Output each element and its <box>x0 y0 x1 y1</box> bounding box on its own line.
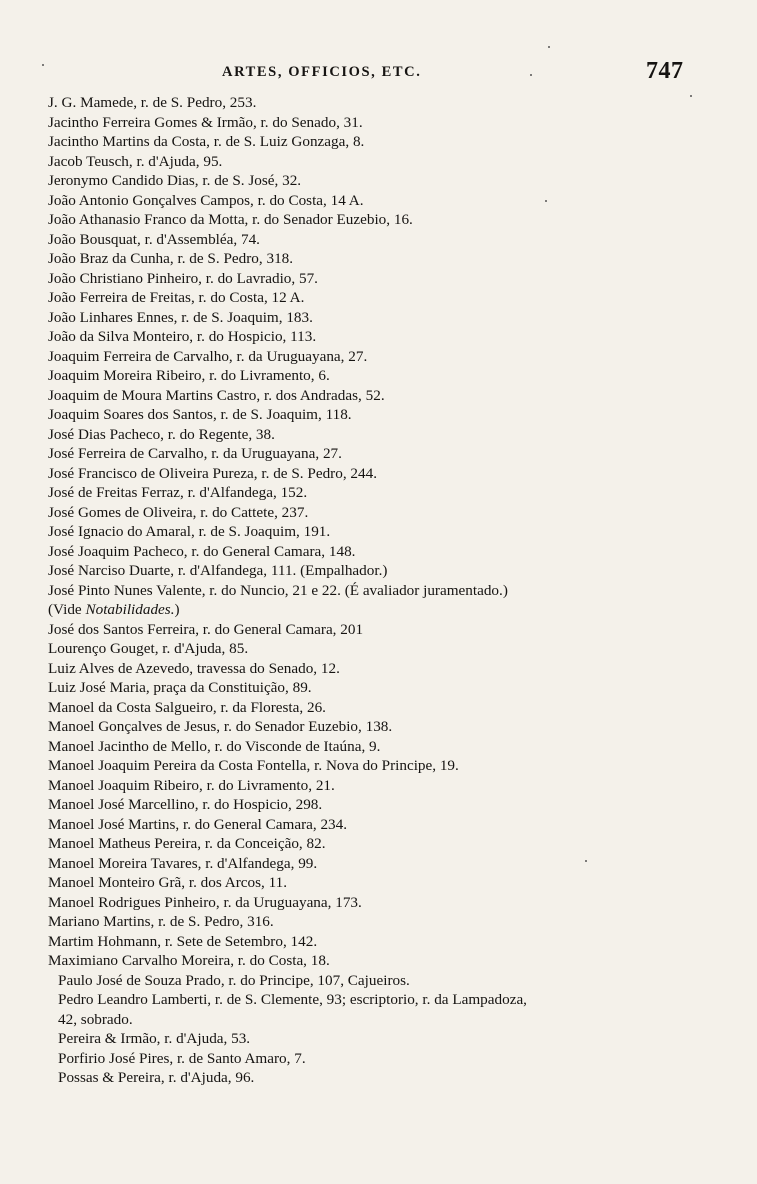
note-prefix: (Vide <box>48 601 86 618</box>
directory-entry: Manoel Moreira Tavares, r. d'Alfandega, 99. <box>48 854 318 872</box>
directory-entry: Manoel Joaquim Pereira da Costa Fontella, r. Nova do Principe, 19. <box>48 757 459 774</box>
directory-entry: João Bousquat, r. d'Assembléa, 74. <box>48 230 260 248</box>
ink-speck <box>545 200 547 202</box>
directory-entry: Jacintho Ferreira Gomes & Irmão, r. do Senado, 31. <box>48 113 363 131</box>
directory-entry: José Dias Pacheco, r. do Regente, 38. <box>48 425 275 443</box>
directory-entry: Luiz Alves de Azevedo, travessa do Senado, 12. <box>48 659 340 677</box>
entry-line: José Pinto Nunes Valente, r. do Nuncio, 21 e 22. (É avaliador juramentado.) <box>48 581 508 599</box>
directory-entry: João Ferreira de Freitas, r. do Costa, 12 A. <box>48 289 305 306</box>
directory-entry: Manoel da Costa Salgueiro, r. da Floresta, 26. <box>48 698 326 716</box>
note-suffix: ) <box>174 601 180 618</box>
running-title: ARTES, OFFICIOS, ETC. <box>222 64 422 80</box>
directory-entry: João da Silva Monteiro, r. do Hospicio, 113. <box>48 328 317 345</box>
directory-list <box>48 93 708 1088</box>
directory-entry: Mariano Martins, r. de S. Pedro, 316. <box>48 913 274 930</box>
directory-entry: João Braz da Cunha, r. de S. Pedro, 318. <box>48 250 294 267</box>
directory-entry: Lourenço Gouget, r. d'Ajuda, 85. <box>48 640 249 657</box>
directory-entry: Porfirio José Pires, r. de Santo Amaro, 7. <box>58 1049 306 1067</box>
directory-entry: Martim Hohmann, r. Sete de Setembro, 142. <box>48 932 318 950</box>
directory-entry: Jacob Teusch, r. d'Ajuda, 95. <box>48 152 223 170</box>
directory-entry: Maximiano Carvalho Moreira, r. do Costa, 18. <box>48 952 330 969</box>
page-number: 747 <box>646 58 684 84</box>
directory-entry: José Ignacio do Amaral, r. de S. Joaquim, 191. <box>48 523 331 540</box>
directory-entry-multiline <box>58 990 708 1029</box>
note-reference: Notabilidades. <box>85 601 175 618</box>
directory-entry: José Joaquim Pacheco, r. do General Camara, 148. <box>48 542 356 560</box>
directory-entry: J. G. Mamede, r. de S. Pedro, 253. <box>48 94 257 111</box>
ink-speck <box>548 46 550 48</box>
ink-speck <box>42 64 44 66</box>
directory-entry: Manoel Rodrigues Pinheiro, r. da Uruguayana, 173. <box>48 893 362 911</box>
directory-entry: Joaquim de Moura Martins Castro, r. dos Andradas, 52. <box>48 386 385 404</box>
directory-entry: João Linhares Ennes, r. de S. Joaquim, 183. <box>48 308 313 326</box>
entry-continuation <box>48 600 708 620</box>
directory-entry: José de Freitas Ferraz, r. d'Alfandega, 152. <box>48 484 308 501</box>
entry-line: Pedro Leandro Lamberti, r. de S. Clemente, 93; escriptorio, r. da Lampadoza, <box>58 991 527 1008</box>
directory-entry: Pereira & Irmão, r. d'Ajuda, 53. <box>58 1030 251 1047</box>
directory-entry: Manoel Gonçalves de Jesus, r. do Senador Euzebio, 138. <box>48 718 393 735</box>
directory-entry: Manoel Monteiro Grã, r. dos Arcos, 11. <box>48 874 288 891</box>
directory-entry: Joaquim Moreira Ribeiro, r. do Livramento, 6. <box>48 367 330 384</box>
directory-entry: Manoel José Marcellino, r. do Hospicio, 298. <box>48 796 323 813</box>
ink-speck <box>690 95 692 97</box>
directory-entry: Jeronymo Candido Dias, r. de S. José, 32. <box>48 172 302 189</box>
directory-entry: José Francisco de Oliveira Pureza, r. de S. Pedro, 244. <box>48 464 377 482</box>
ink-speck <box>585 860 587 862</box>
directory-entry: Manoel Matheus Pereira, r. da Conceição, 82. <box>48 835 326 852</box>
directory-entry-multiline <box>48 581 708 620</box>
directory-entry: João Antonio Gonçalves Campos, r. do Costa, 14 A. <box>48 191 364 209</box>
entry-continuation: 42, sobrado. <box>58 1010 133 1028</box>
directory-entry: João Athanasio Franco da Motta, r. do Senador Euzebio, 16. <box>48 211 413 228</box>
directory-entry: José Narciso Duarte, r. d'Alfandega, 111. (Empalhador.) <box>48 562 388 579</box>
directory-entry: Paulo José de Souza Prado, r. do Principe, 107, Cajueiros. <box>58 971 410 989</box>
directory-entry: Jacintho Martins da Costa, r. de S. Luiz Gonzaga, 8. <box>48 133 365 150</box>
directory-entry: Manoel Joaquim Ribeiro, r. do Livramento, 21. <box>48 776 335 794</box>
directory-entry: Possas & Pereira, r. d'Ajuda, 96. <box>58 1069 255 1086</box>
directory-entry: Manoel Jacintho de Mello, r. do Visconde de Itaúna, 9. <box>48 737 381 755</box>
directory-entry: João Christiano Pinheiro, r. do Lavradio, 57. <box>48 269 318 287</box>
directory-entry: José Ferreira de Carvalho, r. da Uruguayana, 27. <box>48 445 342 462</box>
directory-entry: Joaquim Ferreira de Carvalho, r. da Uruguayana, 27. <box>48 347 368 365</box>
directory-entry: José dos Santos Ferreira, r. do General Camara, 201 <box>48 620 364 638</box>
page-header <box>0 58 757 88</box>
directory-entry: Joaquim Soares dos Santos, r. de S. Joaquim, 118. <box>48 406 352 423</box>
directory-entry: Manoel José Martins, r. do General Camara, 234. <box>48 815 348 833</box>
directory-entry: Luiz José Maria, praça da Constituição, 89. <box>48 679 312 696</box>
directory-entry: José Gomes de Oliveira, r. do Cattete, 237. <box>48 503 309 521</box>
ink-speck <box>530 74 532 76</box>
